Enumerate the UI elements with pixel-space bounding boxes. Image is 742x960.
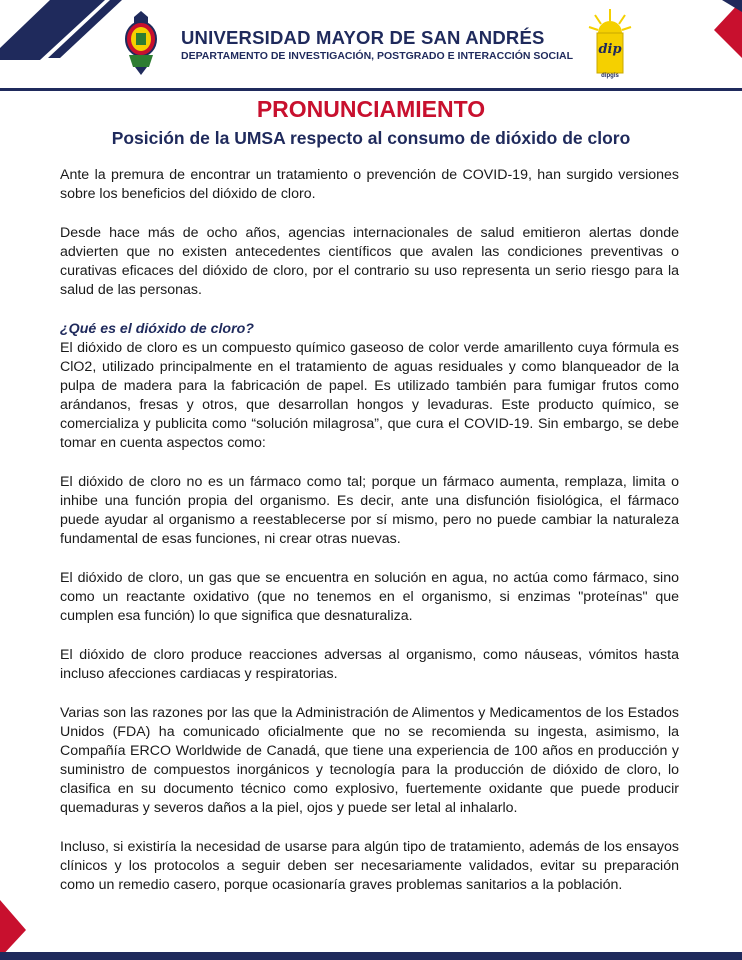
department-name: DEPARTAMENTO DE INVESTIGACIÓN, POSTGRADO E INTERACCIÓN SOCIAL	[181, 50, 574, 62]
paragraph-intro: Ante la premura de encontrar un tratamiento o prevención de COVID-19, han surgido versiones sobre los beneficios del dióxido de cloro.	[60, 167, 679, 202]
svg-text:dipgis: dipgis	[601, 73, 619, 79]
footer-bar	[0, 952, 742, 960]
document-subtitle: Posición de la UMSA respecto al consumo de dióxido de cloro	[111, 128, 631, 148]
paragraph-not-drug: El dióxido de cloro no es un fármaco como tal; porque un fármaco aumenta, remplaza, limita o inhibe una función propia del organismo. Es decir, ante una disfunción fisiológica, el fármaco puede ayudar al organismo a reestablecerse por sí mismo, pero no puede cambiar la naturaleza fundamental de esas funciones, ni crear otras nuevas.	[60, 474, 679, 547]
document-body	[60, 166, 679, 915]
paragraph-definition: El dióxido de cloro es un compuesto químico gaseoso de color verde amarillento cuya fórmula es ClO2, utilizado principalmente en el tratamiento de aguas residuales y como blanqueador de la pulpa de madera para la fabricación de papel. Es utilizado también para fumigar frutos como arándanos, fresas y otros, que desarrollan hongos y levaduras. Este producto químico, se comercializa y publicita como “solución milagrosa”, que cura el COVID-19. Sin embargo, se debe tomar en cuenta aspectos como:	[60, 340, 679, 451]
paragraph-alerts: Desde hace más de ocho años, agencias internacionales de salud emitieron alertas donde advierten que no existen antecedentes científicos que avalen las condiciones preventivas o curativas eficaces del dióxido de cloro, por el contrario su uso representa un serio riesgo para la salud de las personas.	[60, 225, 679, 298]
document-title: PRONUNCIAMIENTO	[256, 96, 486, 122]
svg-text:dip: dip	[598, 42, 622, 57]
paragraph-adverse: El dióxido de cloro produce reacciones adversas al organismo, como náuseas, vómitos hasta incluso afecciones cardiacas y respiratorias.	[60, 647, 679, 682]
university-name: UNIVERSIDAD MAYOR DE SAN ANDRÉS	[181, 27, 545, 48]
university-seal-icon	[124, 9, 158, 77]
header	[0, 0, 742, 92]
paragraph-fda: Varias son las razones por las que la Administración de Alimentos y Medicamentos de los Estados Unidos (FDA) ha comunicado oficialmente que no se recomienda su ingesta, asimismo, la Compañía ERCO Worldwide de Canadá, que tiene una experiencia de 100 años en producción y suministro de compuestos inorgánicos y tecnología para la producción de dióxido de cloro, lo clasifica en su documento técnico como explosivo, fuertemente oxidante que puede producir quemaduras y severos daños a la piel, ojos y puede ser letal al inhalarlo.	[60, 705, 679, 816]
corner-decoration-bottom-left	[0, 900, 28, 960]
header-divider	[0, 88, 742, 91]
paragraph-oxidant: El dióxido de cloro, un gas que se encuentra en solución en agua, no actúa como fármaco, sino como un reactante oxidativo (que no tenemos en el organismo, si enzimas "proteínas" que cumplen esa función) lo que significa que desnaturaliza.	[60, 570, 679, 624]
paragraph-conclusion: Incluso, si existiría la necesidad de usarse para algún tipo de tratamiento, además de los ensayos clínicos y los protocolos a seguir deben ser necesariamente validados, evitar su preparación como un remedio casero, porque ocasionaría graves problemas sanitarios a la población.	[60, 839, 679, 893]
question-heading: ¿Qué es el dióxido de cloro?	[60, 321, 254, 337]
dipgis-logo-icon	[587, 7, 633, 79]
section-what-is	[60, 320, 679, 453]
